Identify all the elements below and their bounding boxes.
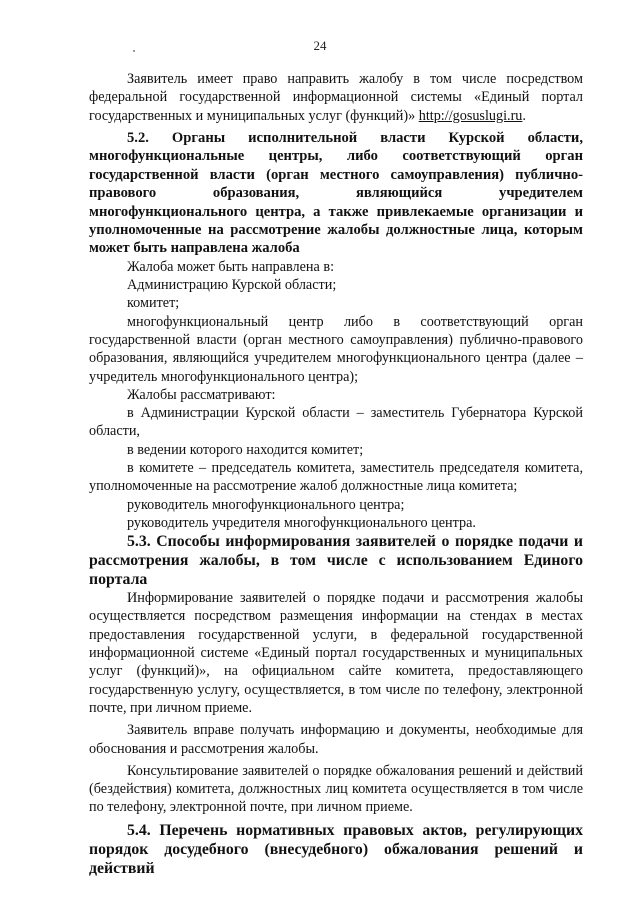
list-item-mfc-head: руководитель многофункционального центра;	[127, 496, 405, 513]
document-body	[89, 70, 583, 878]
page-number: 24	[313, 38, 327, 53]
paragraph-complaint-right: Заявитель имеет право направить жалобу в том числе посредством федеральной государственной информационной системы «Единый портал государственных и муниципальных услуг (функций)» http://gosuslugi.ru.	[89, 71, 583, 124]
scan-speck	[133, 50, 135, 52]
section-heading-5-2: 5.2. Органы исполнительной власти Курской области, многофункциональные центры, либо соответствующий орган государственной власти (орган местного самоуправления) публично-правового образования, являющийся учредителем многофункционального центра, а также привлекаемые организации и уполномоченные на рассмотрение жалобы должностные лица, которым может быть направлена жалоба	[89, 129, 583, 257]
list-item-administration: Администрацию Курской области;	[127, 277, 337, 294]
list-item-committee-chairman: в комитете – председатель комитета, заместитель председателя комитета, уполномоченные на рассмотрение жалоб должностные лица комитета;	[89, 460, 583, 495]
gosuslugi-link[interactable]: http://gosuslugi.ru	[418, 107, 523, 124]
list-item-mfc: многофункциональный центр либо в соответствующий орган государственной власти (орган местного самоуправления) публично-правового образования, являющийся учредителем многофункционального центра (далее – учредитель многофункционального центра);	[89, 313, 583, 385]
list-item-deputy-governor: в Администрации Курской области – заместитель Губернатора Курской области,	[89, 405, 583, 440]
list-item-committee-jurisdiction: в ведении которого находится комитет;	[127, 441, 364, 458]
paragraph-informing: Информирование заявителей о порядке подачи и рассмотрения жалобы осуществляется посредством размещения информации на стендах в местах предоставления государственной услуги, в федеральной государственной информационной системе «Единый портал государственных и муниципальных услуг (функций)», на официальном сайте комитета, предоставляющего государственную услугу, осуществляется, в том числе по телефону, электронной почте, при личном приеме.	[89, 590, 583, 716]
paragraph-applicant-rights: Заявитель вправе получать информацию и документы, необходимые для обоснования и рассмотрения жалобы.	[89, 722, 583, 757]
paragraph-complaint-directed: Жалоба может быть направлена в:	[127, 258, 335, 275]
section-heading-5-3: 5.3. Способы информирования заявителей о порядке подачи и рассмотрения жалобы, в том числе с использованием Единого портала	[89, 533, 583, 589]
list-item-mfc-founder-head: руководитель учредителя многофункционального центра.	[127, 514, 476, 531]
paragraph-consulting: Консультирование заявителей о порядке обжалования решений и действий (бездействия) комитета, должностных лиц комитета осуществляется в том числе по телефону, электронной почте, при личном приеме.	[89, 762, 583, 816]
section-heading-5-4: 5.4. Перечень нормативных правовых актов, регулирующих порядок досудебного (внесудебного) обжалования решений и действий	[89, 821, 583, 877]
paragraph-complaints-considered: Жалобы рассматривают:	[127, 386, 276, 403]
list-item-committee: комитет;	[127, 295, 180, 312]
